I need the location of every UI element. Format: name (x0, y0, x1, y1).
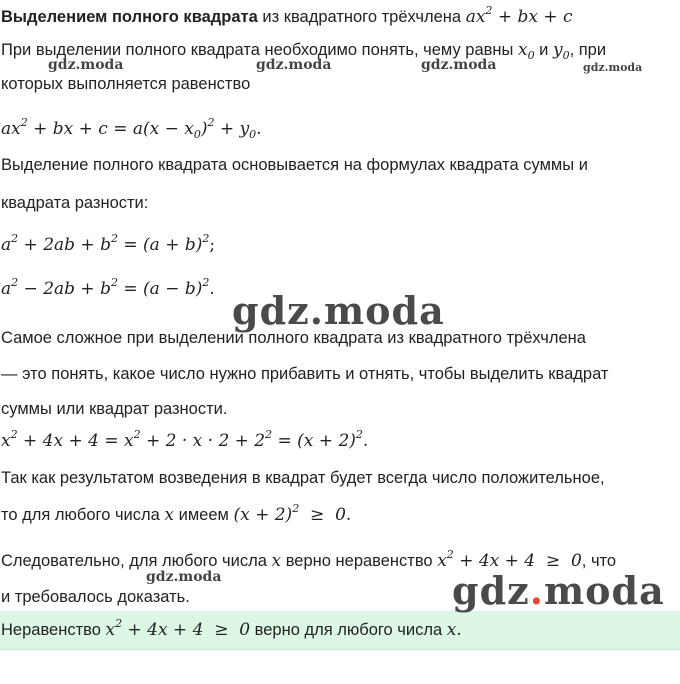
formula-square-sum: $a^2 + 2ab + b^2 = (a + b)^2$; (1, 232, 216, 255)
conclusion-line-2: и требовалось доказать. (1, 588, 190, 606)
answer-text-a: Неравенство (1, 621, 101, 639)
intro-line-2: которых выполняется равенство (1, 75, 251, 93)
intro-text-a: При выделении полного квадрата необходимо понять, чему равны (1, 41, 514, 59)
answer-text-b: верно для любого числа (254, 621, 443, 639)
watermark: gdz.moda (256, 57, 332, 73)
conclusion-text-c: , что (581, 552, 617, 570)
answer-box (0, 611, 680, 650)
formula-y0: $y_0$ (552, 40, 570, 62)
basis-line-2: квадрата разности: (1, 194, 149, 212)
intro-text-and: и (539, 41, 549, 59)
formula-inequality: $x^2 + 4x + 4 \ge 0$ (437, 548, 582, 571)
since-line-1: Так как результатом возведения в квадрат будет всегда число положительное, (1, 469, 605, 487)
watermark: gdz.moda (583, 61, 643, 74)
heading-bold: Выделением полного квадрата (1, 8, 258, 26)
formula-x: x (164, 505, 175, 525)
watermark-large: gdz.moda (452, 568, 665, 613)
since-text-a: то для любого числа (1, 506, 160, 524)
answer-line: Неравенство $x^2 + 4x + 4 \ge 0$ верно для любого числа x. (1, 617, 462, 640)
since-text-b: имеем (178, 506, 229, 524)
hardest-line-2: — это понять, какое число нужно прибавить и отнять, чтобы выделить квадрат (1, 365, 609, 383)
basis-line-1: Выделение полного квадрата основывается на формулах квадрата суммы и (1, 156, 588, 174)
since-line-2: то для любого числа x имеем $(x + 2)^2 \ge 0$. (1, 502, 352, 525)
formula-x-2: x (271, 551, 282, 571)
formula-completed-square: $x^2 + 4x + 4 = x^2 + 2 \cdot x \cdot 2 + 2^2 = (x + 2)^2$. (1, 428, 369, 451)
conclusion-text-a: Следовательно, для любого числа (1, 552, 267, 570)
watermark: gdz.moda (48, 57, 124, 73)
heading-line (1, 6, 573, 28)
formula-answer-x: x (446, 620, 457, 640)
watermark: gdz.moda (421, 57, 497, 73)
formula-x0: $x_0$ (517, 40, 535, 62)
formula-square-diff: $a^2 - 2ab + b^2 = (a - b)^2$. (1, 276, 215, 299)
formula-nonneg: $(x + 2)^2 \ge 0$ (233, 502, 346, 525)
hardest-line-3: суммы или квадрат разности. (1, 400, 228, 418)
heading-rest: из квадратного трёхчлена (262, 8, 462, 26)
watermark-large: gdz.moda (232, 288, 445, 333)
watermark: gdz.moda (146, 569, 222, 585)
formula-identity: $ax^2$ + bx + $c = a(x - x_0)^2 + y_0$. (1, 116, 262, 141)
conclusion-text-b: верно неравенство (285, 552, 433, 570)
formula-answer-inequality: $x^2 + 4x + 4 \ge 0$ (105, 617, 251, 640)
hardest-line-1: Самое сложное при выделении полного квадрата из квадратного трёхчлена (1, 329, 586, 347)
formula-trinomial: $ax^2$ + bx + c (465, 4, 573, 27)
intro-text-b: , при (569, 41, 607, 59)
